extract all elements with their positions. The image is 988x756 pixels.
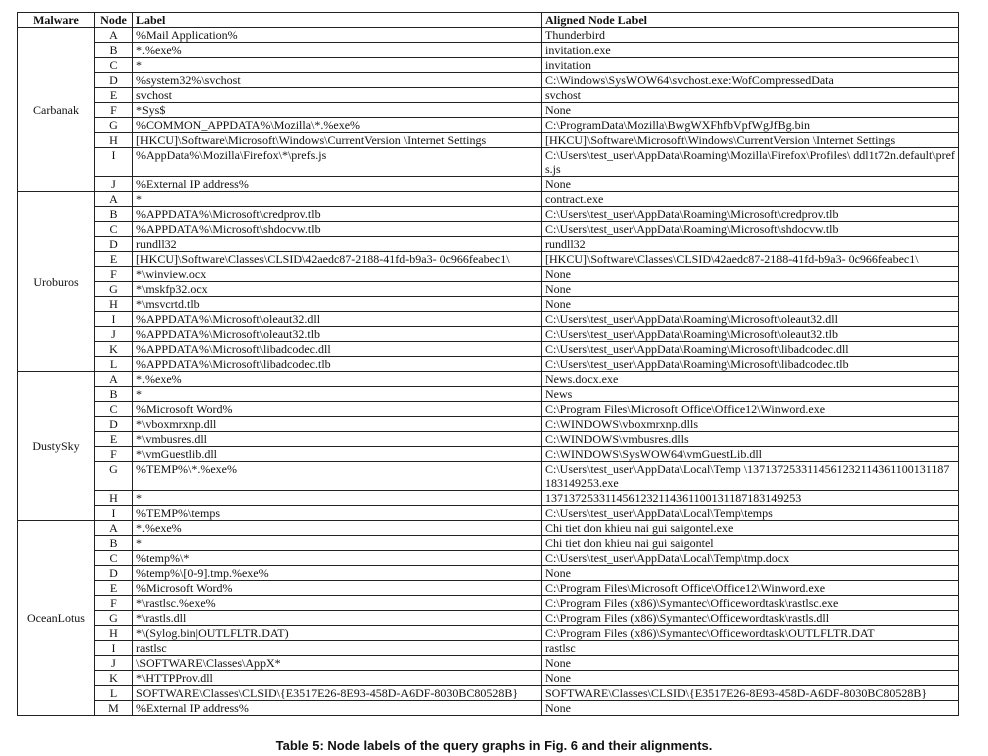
aligned-label-cell: [HKCU]\Software\Classes\CLSID\42aedc87-2188-41fd-b9a3- 0c966feabec1\ [542, 252, 959, 267]
label-cell: rastlsc [133, 641, 542, 656]
label-cell: *\rastls.dll [133, 611, 542, 626]
aligned-label-cell: C:\Program Files\Microsoft Office\Office12\Winword.exe [542, 581, 959, 596]
aligned-label-cell: contract.exe [542, 192, 959, 207]
node-id-cell: I [95, 148, 133, 177]
label-cell: %APPDATA%\Microsoft\libadcodec.tlb [133, 357, 542, 372]
table-row [18, 312, 959, 327]
node-id-cell: K [95, 671, 133, 686]
label-cell: %External IP address% [133, 701, 542, 716]
label-cell: %system32%\svchost [133, 73, 542, 88]
table-row [18, 207, 959, 222]
aligned-label-cell: invitation [542, 58, 959, 73]
label-cell: svchost [133, 88, 542, 103]
aligned-label-cell: None [542, 566, 959, 581]
table-row [18, 581, 959, 596]
node-id-cell: D [95, 417, 133, 432]
node-id-cell: A [95, 372, 133, 387]
table-body [18, 28, 959, 716]
aligned-label-cell: None [542, 177, 959, 192]
table-row [18, 387, 959, 402]
table-row [18, 372, 959, 387]
aligned-label-cell: Thunderbird [542, 28, 959, 43]
table-row [18, 656, 959, 671]
node-id-cell: C [95, 402, 133, 417]
node-id-cell: A [95, 28, 133, 43]
aligned-label-cell: [HKCU]\Software\Microsoft\Windows\CurrentVersion \Internet Settings [542, 133, 959, 148]
label-cell: [HKCU]\Software\Microsoft\Windows\CurrentVersion \Internet Settings [133, 133, 542, 148]
aligned-label-cell: C:\Users\test_user\AppData\Roaming\Microsoft\libadcodec.tlb [542, 357, 959, 372]
table-row [18, 686, 959, 701]
table-row [18, 506, 959, 521]
malware-name-cell: OceanLotus [18, 521, 95, 716]
label-cell: %TEMP%\temps [133, 506, 542, 521]
aligned-label-cell: C:\ProgramData\Mozilla\BwgWXFhfbVpfWgJfBg.bin [542, 118, 959, 133]
table-row [18, 192, 959, 207]
node-id-cell: B [95, 387, 133, 402]
node-id-cell: J [95, 177, 133, 192]
node-id-cell: H [95, 626, 133, 641]
table-row [18, 73, 959, 88]
label-cell: %External IP address% [133, 177, 542, 192]
aligned-label-cell: C:\Users\test_user\AppData\Roaming\Microsoft\shdocvw.tlb [542, 222, 959, 237]
label-cell: *.%exe% [133, 43, 542, 58]
label-cell: %APPDATA%\Microsoft\credprov.tlb [133, 207, 542, 222]
aligned-label-cell: News.docx.exe [542, 372, 959, 387]
node-id-cell: L [95, 357, 133, 372]
table-row [18, 641, 959, 656]
label-cell: * [133, 387, 542, 402]
node-id-cell: H [95, 133, 133, 148]
aligned-label-cell: C:\Users\test_user\AppData\Local\Temp \1371372533114561232114361100131187183149253.exe [542, 462, 959, 491]
label-cell: *.%exe% [133, 372, 542, 387]
node-id-cell: D [95, 566, 133, 581]
table-row [18, 58, 959, 73]
label-cell: \SOFTWARE\Classes\AppX* [133, 656, 542, 671]
table-row [18, 267, 959, 282]
node-id-cell: F [95, 267, 133, 282]
node-id-cell: E [95, 88, 133, 103]
aligned-label-cell: C:\Users\test_user\AppData\Local\Temp\tmp.docx [542, 551, 959, 566]
node-id-cell: C [95, 58, 133, 73]
table-row [18, 118, 959, 133]
aligned-label-cell: svchost [542, 88, 959, 103]
node-id-cell: C [95, 551, 133, 566]
aligned-label-cell: News [542, 387, 959, 402]
table-row [18, 133, 959, 148]
node-id-cell: I [95, 312, 133, 327]
node-id-cell: J [95, 327, 133, 342]
node-id-cell: G [95, 282, 133, 297]
aligned-label-cell: rastlsc [542, 641, 959, 656]
aligned-label-cell: C:\Users\test_user\AppData\Roaming\Microsoft\oleaut32.dll [542, 312, 959, 327]
header-label: Label [133, 13, 542, 28]
label-cell: %Microsoft Word% [133, 581, 542, 596]
aligned-label-cell: C:\WINDOWS\SysWOW64\vmGuestLib.dll [542, 447, 959, 462]
node-label-table [17, 12, 959, 716]
aligned-label-cell: rundll32 [542, 237, 959, 252]
table-row [18, 148, 959, 177]
table-row [18, 432, 959, 447]
node-id-cell: I [95, 506, 133, 521]
table-row [18, 447, 959, 462]
aligned-label-cell: C:\Users\test_user\AppData\Roaming\Microsoft\libadcodec.dll [542, 342, 959, 357]
table-row [18, 282, 959, 297]
node-label-table-container [17, 12, 958, 716]
label-cell: %temp%\[0-9].tmp.%exe% [133, 566, 542, 581]
table-row [18, 701, 959, 716]
table-row [18, 551, 959, 566]
table-row [18, 88, 959, 103]
table-row [18, 342, 959, 357]
label-cell: %temp%\* [133, 551, 542, 566]
table-row [18, 596, 959, 611]
node-id-cell: A [95, 192, 133, 207]
aligned-label-cell: C:\Program Files (x86)\Symantec\Officewordtask\OUTLFLTR.DAT [542, 626, 959, 641]
table-row [18, 177, 959, 192]
label-cell: *\vmGuestlib.dll [133, 447, 542, 462]
node-id-cell: D [95, 237, 133, 252]
label-cell: *\vmbusres.dll [133, 432, 542, 447]
table-row [18, 28, 959, 43]
node-id-cell: D [95, 73, 133, 88]
label-cell: * [133, 536, 542, 551]
table-row [18, 521, 959, 536]
table-row [18, 491, 959, 506]
node-id-cell: C [95, 222, 133, 237]
node-id-cell: F [95, 447, 133, 462]
node-id-cell: G [95, 611, 133, 626]
label-cell: *\winview.ocx [133, 267, 542, 282]
header-malware: Malware [18, 13, 95, 28]
table-row [18, 626, 959, 641]
malware-name-cell: Carbanak [18, 28, 95, 192]
node-id-cell: F [95, 596, 133, 611]
label-cell: %APPDATA%\Microsoft\shdocvw.tlb [133, 222, 542, 237]
label-cell: %Microsoft Word% [133, 402, 542, 417]
table-row [18, 327, 959, 342]
malware-name-cell: Uroburos [18, 192, 95, 372]
table-row [18, 417, 959, 432]
table-row [18, 237, 959, 252]
table-row [18, 566, 959, 581]
aligned-label-cell: Chi tiet don khieu nai gui saigontel [542, 536, 959, 551]
node-id-cell: G [95, 462, 133, 491]
aligned-label-cell: C:\Users\test_user\AppData\Roaming\Mozilla\Firefox\Profiles\ ddl1t72n.default\prefs.js [542, 148, 959, 177]
aligned-label-cell: SOFTWARE\Classes\CLSID\{E3517E26-8E93-458D-A6DF-8030BC80528B} [542, 686, 959, 701]
table-row [18, 297, 959, 312]
table-row [18, 252, 959, 267]
node-id-cell: K [95, 342, 133, 357]
aligned-label-cell: None [542, 267, 959, 282]
aligned-label-cell: C:\Users\test_user\AppData\Local\Temp\temps [542, 506, 959, 521]
node-id-cell: E [95, 432, 133, 447]
label-cell: *Sys$ [133, 103, 542, 118]
table-row [18, 222, 959, 237]
label-cell: %APPDATA%\Microsoft\libadcodec.dll [133, 342, 542, 357]
label-cell: *.%exe% [133, 521, 542, 536]
aligned-label-cell: C:\WINDOWS\vboxmrxnp.dlls [542, 417, 959, 432]
label-cell: rundll32 [133, 237, 542, 252]
label-cell: %AppData%\Mozilla\Firefox\*\prefs.js [133, 148, 542, 177]
aligned-label-cell: C:\WINDOWS\vmbusres.dlls [542, 432, 959, 447]
label-cell: %COMMON_APPDATA%\Mozilla\*.%exe% [133, 118, 542, 133]
aligned-label-cell: C:\Windows\SysWOW64\svchost.exe:WofCompressedData [542, 73, 959, 88]
label-cell: %Mail Application% [133, 28, 542, 43]
aligned-label-cell: C:\Users\test_user\AppData\Roaming\Microsoft\credprov.tlb [542, 207, 959, 222]
label-cell: *\vboxmrxnp.dll [133, 417, 542, 432]
node-id-cell: H [95, 491, 133, 506]
header-aligned-node-label: Aligned Node Label [542, 13, 959, 28]
aligned-label-cell: None [542, 282, 959, 297]
table-header-row [18, 13, 959, 28]
table-row [18, 43, 959, 58]
label-cell: %APPDATA%\Microsoft\oleaut32.tlb [133, 327, 542, 342]
aligned-label-cell: None [542, 701, 959, 716]
table-caption: Table 5: Node labels of the query graphs in Fig. 6 and their alignments. [275, 738, 713, 753]
aligned-label-cell: invitation.exe [542, 43, 959, 58]
node-id-cell: E [95, 252, 133, 267]
label-cell: [HKCU]\Software\Classes\CLSID\42aedc87-2188-41fd-b9a3- 0c966feabec1\ [133, 252, 542, 267]
node-id-cell: E [95, 581, 133, 596]
aligned-label-cell: Chi tiet don khieu nai gui saigontel.exe [542, 521, 959, 536]
label-cell: *\rastlsc.%exe% [133, 596, 542, 611]
table-row [18, 611, 959, 626]
malware-name-cell: DustySky [18, 372, 95, 521]
aligned-label-cell: None [542, 656, 959, 671]
node-id-cell: B [95, 43, 133, 58]
aligned-label-cell: None [542, 297, 959, 312]
node-id-cell: B [95, 207, 133, 222]
table-row [18, 462, 959, 491]
label-cell: *\(Sylog.bin|OUTLFLTR.DAT) [133, 626, 542, 641]
header-node: Node [95, 13, 133, 28]
aligned-label-cell: C:\Program Files (x86)\Symantec\Officewordtask\rastlsc.exe [542, 596, 959, 611]
table-row [18, 536, 959, 551]
aligned-label-cell: C:\Program Files\Microsoft Office\Office12\Winword.exe [542, 402, 959, 417]
node-id-cell: A [95, 521, 133, 536]
aligned-label-cell: C:\Program Files (x86)\Symantec\Officewordtask\rastls.dll [542, 611, 959, 626]
table-row [18, 671, 959, 686]
node-id-cell: L [95, 686, 133, 701]
node-id-cell: M [95, 701, 133, 716]
table-row [18, 402, 959, 417]
node-id-cell: B [95, 536, 133, 551]
table-row [18, 357, 959, 372]
label-cell: *\msvcrtd.tlb [133, 297, 542, 312]
label-cell: * [133, 192, 542, 207]
aligned-label-cell: 1371372533114561232114361100131187183149253 [542, 491, 959, 506]
label-cell: %APPDATA%\Microsoft\oleaut32.dll [133, 312, 542, 327]
node-id-cell: I [95, 641, 133, 656]
aligned-label-cell: None [542, 671, 959, 686]
label-cell: *\HTTPProv.dll [133, 671, 542, 686]
label-cell: %TEMP%\*.%exe% [133, 462, 542, 491]
node-id-cell: G [95, 118, 133, 133]
label-cell: *\mskfp32.ocx [133, 282, 542, 297]
table-row [18, 103, 959, 118]
label-cell: * [133, 491, 542, 506]
aligned-label-cell: C:\Users\test_user\AppData\Roaming\Microsoft\oleaut32.tlb [542, 327, 959, 342]
label-cell: * [133, 58, 542, 73]
aligned-label-cell: None [542, 103, 959, 118]
node-id-cell: F [95, 103, 133, 118]
node-id-cell: J [95, 656, 133, 671]
node-id-cell: H [95, 297, 133, 312]
label-cell: SOFTWARE\Classes\CLSID\{E3517E26-8E93-458D-A6DF-8030BC80528B} [133, 686, 542, 701]
